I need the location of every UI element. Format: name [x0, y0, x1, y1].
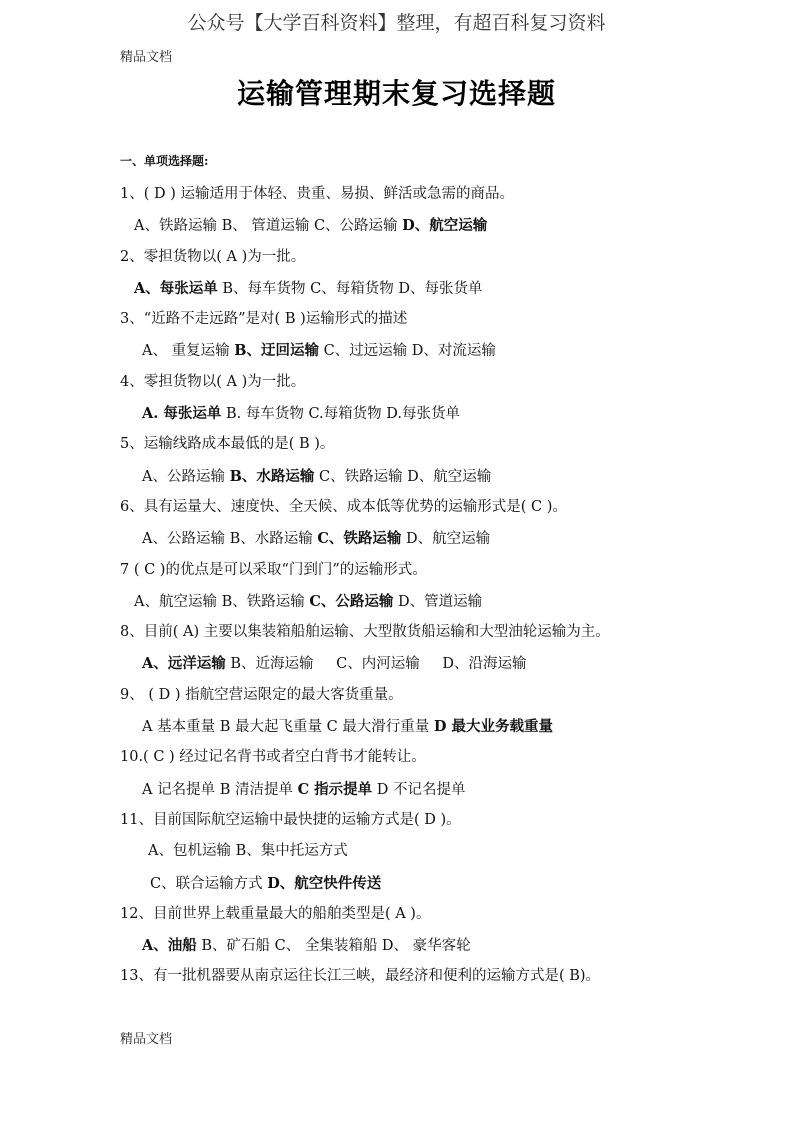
watermark-header: 公众号【大学百科资料】整理，有超百科复习资料: [187, 12, 606, 34]
page-title: 运输管理期末复习选择题: [236, 77, 556, 110]
options-text: B. 每车货物 C.每箱货物 D.每张货单: [225, 406, 460, 423]
options-text: A 基本重量 B 最大起飞重量 C 最大滑行重量: [142, 719, 430, 736]
options-text: D 不记名提单: [376, 781, 466, 798]
question-1: 1、( D ) 运输适用于体轻、贵重、易损、鲜活或急需的商品。: [120, 186, 514, 202]
options-10: [120, 774, 720, 805]
options-9: [120, 711, 720, 742]
question-13: 13、有一批机器要从南京运往长江三峡，最经济和便利的运输方式是( B)。: [120, 968, 601, 985]
option-b: B、近海运输: [230, 656, 314, 673]
options-8: [120, 648, 720, 679]
options-4: [120, 398, 720, 429]
options-5: [120, 461, 720, 492]
options-text: A、 重复运输: [142, 343, 230, 360]
options-12: [120, 930, 720, 961]
answer-option: C、铁路运输: [317, 530, 402, 548]
question-12: 12、目前世界上载重量最大的船舶类型是( A )。: [120, 905, 431, 922]
options-text: A 记名提单 B 清洁提单: [142, 781, 293, 798]
answer-option: C、公路运输: [309, 592, 394, 610]
option-c: C、内河运输: [336, 656, 420, 673]
options-text: D、航空运输: [406, 531, 491, 548]
options-text: C、铁路运输 D、航空运输: [318, 468, 492, 485]
question-4: 4、零担货物以( A )为一批。: [120, 373, 306, 390]
question-11: 11、目前国际航空运输中最快捷的运输方式是( D )。: [120, 811, 461, 828]
answer-option: B、水路运输: [229, 467, 315, 485]
options-text: A、航空运输 B、铁路运输: [134, 593, 305, 610]
question-6: 6、具有运量大、速度快、全天候、成本低等优势的运输形式是( C )。: [120, 498, 567, 515]
options-text: C、联合运输方式: [150, 875, 263, 892]
option-d: D、沿海运输: [442, 656, 527, 673]
options-text: B、矿石船 C、 全集装箱船 D、 豪华客轮: [201, 938, 471, 955]
options-text: D、管道运输: [398, 593, 483, 610]
question-7: 7 ( C )的优点是可以采取“门到门”的运输形式。: [120, 561, 427, 578]
options-11a: [120, 836, 720, 867]
question-3: 3、“近路不走远路”是对( B )运输形式的描述: [120, 311, 408, 328]
options-text: B、每车货物 C、每箱货物 D、每张货单: [222, 280, 483, 297]
answer-option: B、迂回运输: [234, 342, 319, 360]
section-heading: 一、单项选择题:: [120, 154, 209, 168]
footer-tag: 精品文档: [120, 1032, 173, 1047]
options-3: [120, 335, 720, 366]
options-text: C、过远运输 D、对流运输: [323, 343, 496, 360]
options-11b: [120, 868, 720, 899]
question-2: 2、零担货物以( A )为一批。: [120, 248, 306, 265]
answer-option: D、航空运输: [402, 217, 488, 235]
header-tag: 精品文档: [120, 50, 173, 65]
question-8: 8、目前( A) 主要以集装箱船舶运输、大型散货船运输和大型油轮运输为主。: [120, 624, 610, 641]
answer-option: C 指示提单: [297, 780, 373, 798]
answer-option: D、航空快件传送: [267, 874, 382, 892]
options-text: A、公路运输: [142, 468, 225, 485]
options-text: A、公路运输 B、水路运输: [142, 531, 313, 548]
answer-option: A、每张运单: [134, 279, 218, 297]
question-list: [120, 179, 720, 993]
options-text: A、包机运输 B、集中托运方式: [148, 843, 348, 860]
question-9: 9、 ( D ) 指航空营运限定的最大客货重量。: [120, 686, 403, 703]
question-5: 5、运输线路成本最低的是( B )。: [120, 436, 335, 453]
answer-option: A. 每张运单: [142, 405, 222, 423]
answer-option: D 最大业务载重量: [433, 718, 553, 736]
options-1: [120, 210, 720, 241]
answer-option: A、油船: [142, 937, 197, 955]
question-10: 10.( C ) 经过记名背书或者空白背书才能转让。: [120, 749, 426, 766]
answer-option: A、远洋运输: [142, 655, 226, 673]
options-6: [120, 523, 720, 554]
options-text: A、铁路运输 B、 管道运输 C、公路运输: [134, 218, 398, 235]
options-7: [120, 586, 720, 617]
options-2: [120, 273, 720, 304]
